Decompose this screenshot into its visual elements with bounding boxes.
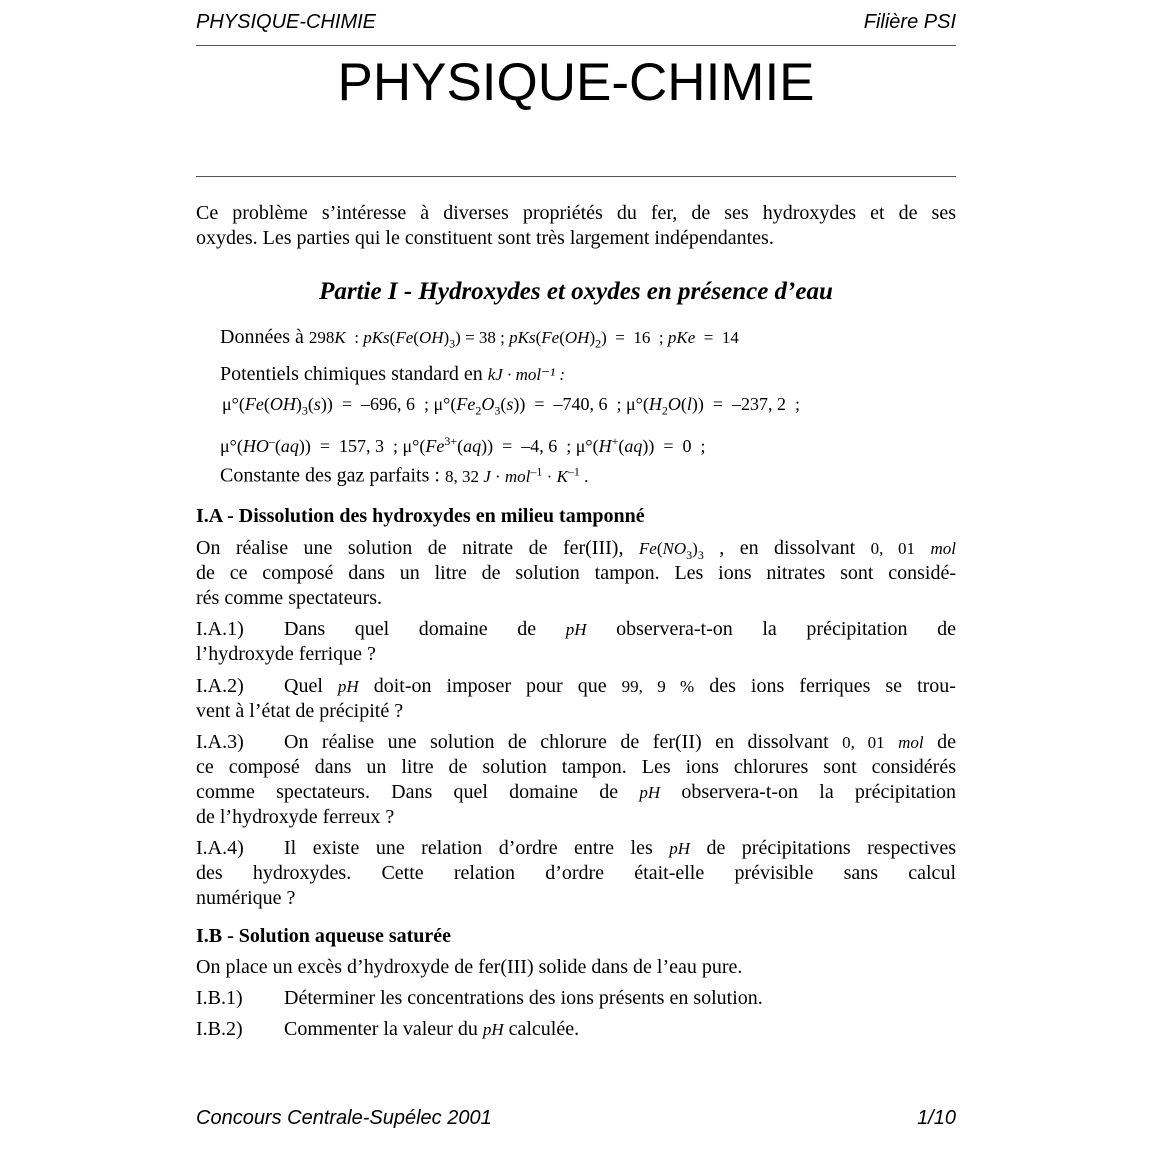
- question-ib1: [196, 986, 956, 1011]
- question-number: I.A.1): [196, 618, 244, 640]
- question-ia4-line-2: des hydroxydes. Cette relation d’ordre était-elle prévisible sans calcul: [196, 862, 956, 884]
- section-b-para: On place un excès d’hydroxyde de fer(III) solide dans de l’eau pure.: [196, 956, 743, 978]
- section-a-para-line-3: rés comme spectateurs.: [196, 587, 383, 609]
- question-ia1-line-2: l’hydroxyde ferrique ?: [196, 643, 376, 665]
- question-text: Déterminer les concentrations des ions présents en solution.: [284, 987, 763, 1009]
- header-left: PHYSIQUE-CHIMIE: [196, 11, 377, 33]
- question-number: I.A.3): [196, 731, 244, 753]
- question-number: I.B.1): [196, 987, 243, 1009]
- potentiels-label: Potentiels chimiques standard en: [220, 363, 483, 385]
- question-ia3-line-4: de l’hydroxyde ferreux ?: [196, 806, 395, 828]
- header-right: Filière PSI: [863, 11, 956, 33]
- section-a-para-line-1: On réalise une solution de nitrate de fer(III), $Fe(NO_3)_3$ , en dissolvant 0, 01 mol: [196, 537, 957, 562]
- question-number: I.A.2): [196, 675, 244, 697]
- intro-line-1: Ce problème s’intéresse à diverses propriétés du fer, de ses hydroxydes et de ses: [196, 202, 956, 224]
- question-ia1-line-1: I.A.1) Dans quel domaine de pH observera-t-on la précipitation de: [196, 618, 956, 640]
- question-ia2-line-2: vent à l’état de précipité ?: [196, 700, 404, 722]
- section-a-title: I.A - Dissolution des hydroxydes en milieu tamponné: [196, 505, 645, 527]
- constante-line: [220, 464, 588, 488]
- question-ia3-line-3: comme spectateurs. Dans quel domaine de pH observera-t-on la précipitation: [196, 781, 957, 803]
- question-ia2-line-1: I.A.2) Quel pH doit-on imposer pour que 99, 9 % des ions ferriques se trou-: [196, 675, 956, 697]
- question-ia3-line-2: ce composé dans un litre de solution tampon. Les ions chlorures sont considérés: [196, 756, 956, 778]
- donnees-line-1: [220, 326, 739, 351]
- question-ia3-line-1: I.A.3) On réalise une solution de chlorure de fer(II) en dissolvant 0, 01 mol de: [196, 731, 956, 753]
- potentiels-unit: kJ · mol⁻¹ :: [487, 365, 566, 384]
- partie-title: Partie I - Hydroxydes et oxydes en présence d’eau: [319, 278, 833, 305]
- question-ia4-line-3: numérique ?: [196, 887, 296, 909]
- potentiels-math-line-2: μ°(HO–(aq)) = 157, 3 ; $\mu^\circ(Fe^{3+}(aq)) = -4$, 6 ; μ°(H+(aq)) = 0 ;: [220, 434, 706, 456]
- footer-left: Concours Centrale-Supélec 2001: [196, 1107, 492, 1129]
- title-rule: [196, 176, 956, 177]
- potentiels-line: [220, 363, 565, 386]
- intro-line-2: oxydes. Les parties qui le constituent sont très largement indépendantes.: [196, 227, 774, 249]
- donnees-line1-math: 298K : $pKs(Fe(OH)_3) = 38$ ; $pKs(Fe(OH)_2) = 16$ ; pKe = 14: [308, 328, 739, 351]
- question-number: I.A.4): [196, 837, 244, 859]
- section-b-title: I.B - Solution aqueuse saturée: [196, 925, 452, 947]
- header-rule: [196, 45, 956, 46]
- question-ib2: I.B.2) Commenter la valeur du pH calculée.: [196, 1018, 580, 1040]
- page-title: PHYSIQUE-CHIMIE: [337, 53, 815, 112]
- question-number: I.B.2): [196, 1018, 243, 1040]
- constante-value: 8, 32 $J \cdot mol^{-1} \cdot K^{-1}$ .: [444, 464, 589, 486]
- question-ia4-line-1: I.A.4) Il existe une relation d’ordre entre les pH de précipitations respectives: [196, 837, 956, 859]
- constante-label: Constante des gaz parfaits :: [220, 464, 440, 487]
- potentiels-math-line-1: $\mu^\circ(Fe(OH)_3(s)) = -696$, 6 ; $\mu^\circ(Fe_2O_3(s)) = -740$, 6 ; $\mu^\circ(H_2O(l)) = -237$, 2 ;: [222, 394, 800, 418]
- section-a-para-line-2: de ce composé dans un litre de solution tampon. Les ions nitrates sont considé-: [196, 562, 956, 584]
- footer-right: 1/10: [917, 1107, 956, 1129]
- donnees-lead: Données à: [220, 326, 304, 348]
